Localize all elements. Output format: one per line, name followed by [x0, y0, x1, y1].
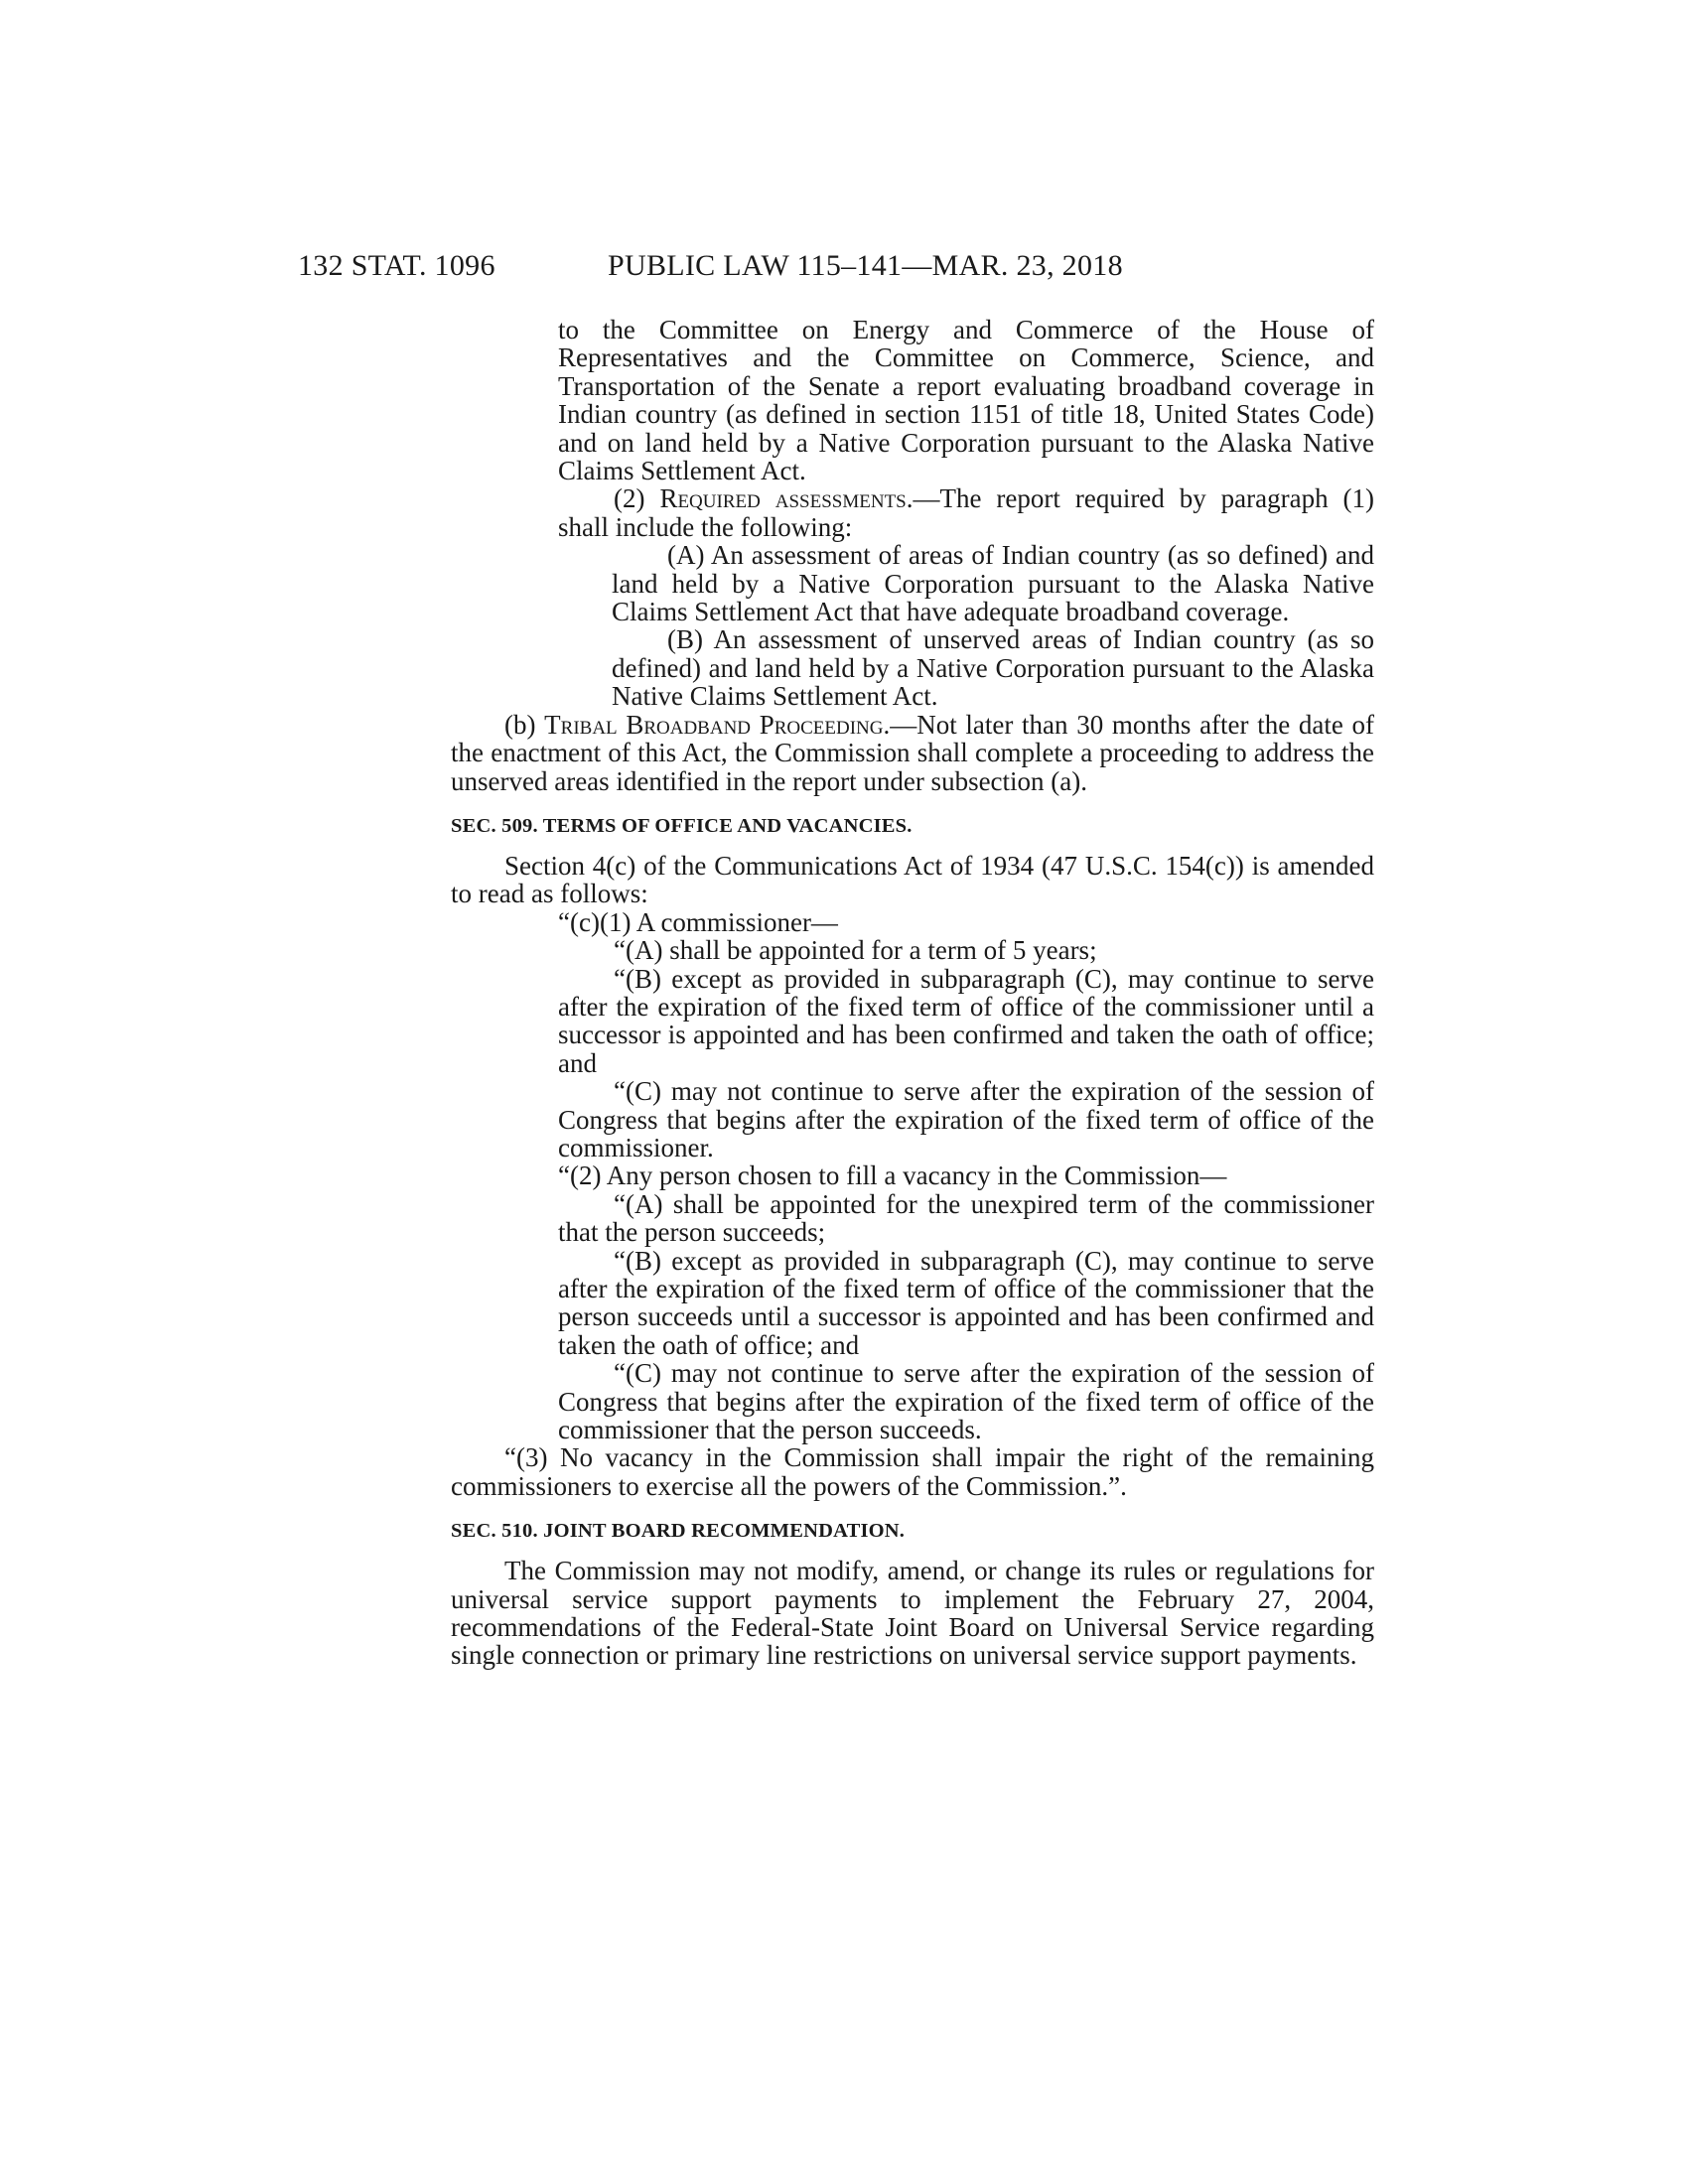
public-law-title: PUBLIC LAW 115–141—MAR. 23, 2018	[608, 249, 1123, 282]
paragraph-a2	[504, 484, 1374, 541]
section-510-text: The Commission may not modify, amend, or change its rules or regulations for universal service support payments to implement the February 27, 2004, recommendations of the Federal-State Joint Board on Universal Service regarding single connection or primary line restrictions on universal service support payments.	[451, 1556, 1374, 1671]
quoted-c1: “(c)(1) A commissioner—	[558, 906, 838, 937]
subsection-b-heading: Tribal Broadband Proceeding	[544, 709, 884, 740]
subsection-b-text: .—Not later than 30 months after the date of the enactment of this Act, the Commission shall complete a proceeding to address the unserved areas identified in the report under subsection (a).	[451, 709, 1374, 796]
quoted-c2A: “(A) shall be appointed for the unexpired term of the commissioner that the person succeeds;	[558, 1188, 1374, 1248]
running-header	[298, 246, 1390, 286]
paragraph-a2-number: (2)	[614, 483, 660, 514]
quoted-c2B: “(B) except as provided in subparagraph (C), may continue to serve after the expiration of the fixed term of office of the commissioner that the person succeeds until a successor is appointed and has been confirmed and taken the oath of office; and	[558, 1245, 1374, 1360]
subsection-b	[451, 711, 1374, 795]
quoted-c2: “(2) Any person chosen to fill a vacancy in the Commission—	[558, 1160, 1227, 1191]
quoted-c1C: “(C) may not continue to serve after the expiration of the session of Congress that begins after the expiration of the fixed term of office of the commissioner.	[558, 1076, 1374, 1162]
section-510-heading: SEC. 510. JOINT BOARD RECOMMENDATION.	[451, 1520, 906, 1543]
paragraph-a1-continued: to the Committee on Energy and Commerce of the House of Representatives and the Committee on Commerce, Science, and Transportation of the Senate a report evaluating broadband coverage in Indian country (as defined in section 1151 of title 18, United States Code) and on land held by a Native Corporation pursuant to the Alaska Native Claims Settlement Act.	[558, 315, 1374, 486]
subparagraph-a2B: (B) An assessment of unserved areas of Indian country (as so defined) and land held by a Native Corporation pursuant to the Alaska Native Claims Settlement Act.	[612, 624, 1374, 712]
page-body	[451, 315, 1375, 1671]
quoted-c2C: “(C) may not continue to serve after the expiration of the session of Congress that begins after the expiration of the fixed term of office of the commissioner that the person succeeds.	[558, 1358, 1374, 1445]
quoted-c1A: “(A) shall be appointed for a term of 5 years;	[614, 935, 1097, 966]
subparagraph-a2A: (A) An assessment of areas of Indian country (as so defined) and land held by a Native Corporation pursuant to the Alaska Native Claims Settlement Act that have adequate broadband coverage.	[612, 540, 1374, 627]
statute-page-number: 132 STAT. 1096	[298, 249, 495, 282]
section-509-heading: SEC. 509. TERMS OF OFFICE AND VACANCIES.	[451, 814, 913, 837]
paragraph-a2-text: .—The report required by paragraph (1) shall include the following:	[558, 483, 1375, 542]
quoted-c1B: “(B) except as provided in subparagraph (C), may continue to serve after the expiration of the fixed term of office of the commissioner until a successor is appointed and has been confirmed and taken the oath of office; and	[558, 963, 1374, 1078]
subsection-b-number: (b)	[504, 709, 545, 740]
quoted-c3: “(3) No vacancy in the Commission shall impair the right of the remaining commissioners to exercise all the powers of the Commission.”.	[451, 1442, 1374, 1501]
section-509-intro: Section 4(c) of the Communications Act of 1934 (47 U.S.C. 154(c)) is amended to read as follows:	[451, 850, 1374, 909]
paragraph-a2-heading: Required assessments	[659, 483, 907, 514]
